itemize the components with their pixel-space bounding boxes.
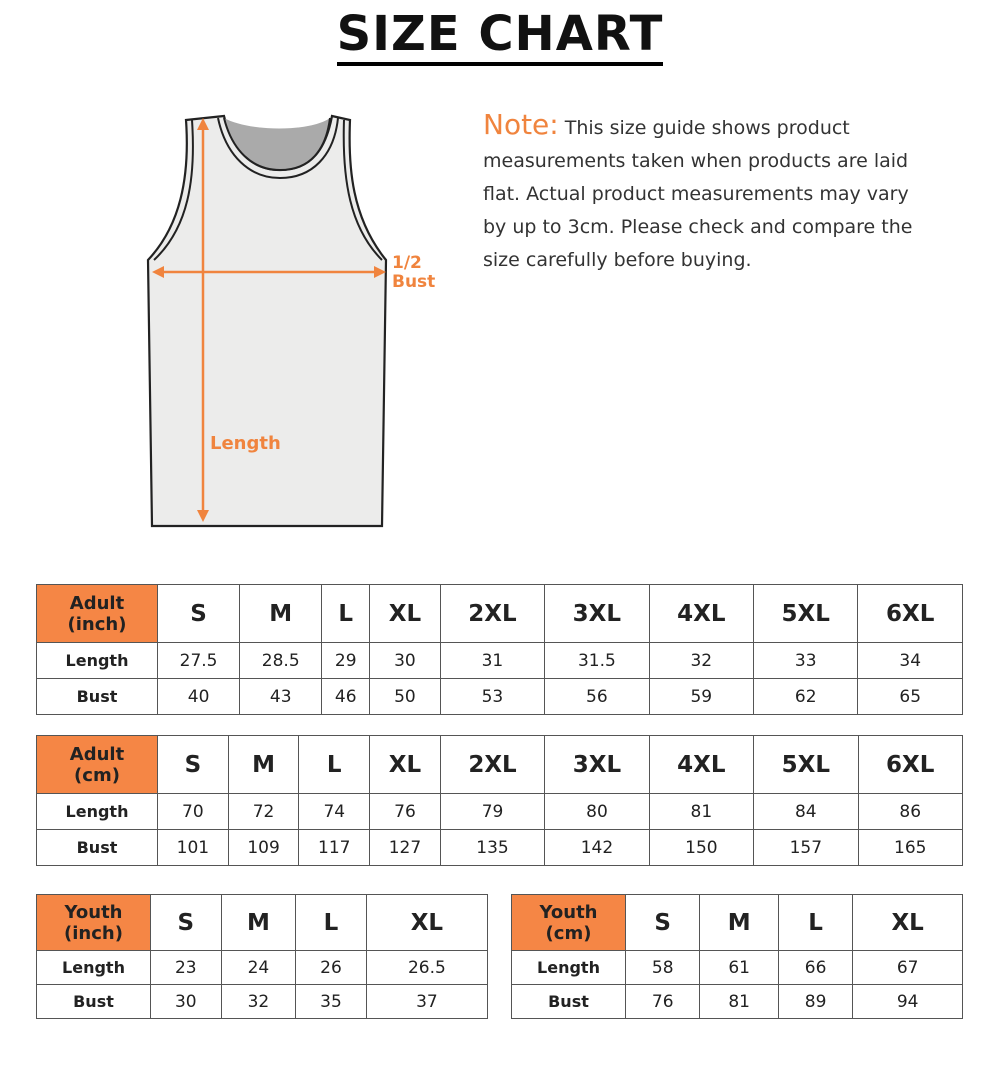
row-label: Bust <box>512 985 626 1019</box>
table-head-label: Youth (cm) <box>512 895 626 951</box>
table-cell: 37 <box>366 985 487 1019</box>
table-cell: 70 <box>158 794 229 830</box>
table-cell: 165 <box>858 830 963 866</box>
table-row <box>37 794 963 830</box>
table-cell: 31 <box>440 643 544 679</box>
tank-top-illustration <box>140 108 450 533</box>
size-l: L <box>778 895 852 951</box>
youth-cm-table <box>511 894 963 1019</box>
table-cell: 135 <box>440 830 544 866</box>
table-cell: 80 <box>545 794 649 830</box>
table-cell: 109 <box>228 830 299 866</box>
row-label: Length <box>37 794 158 830</box>
row-label: Bust <box>37 679 158 715</box>
table-cell: 33 <box>754 643 858 679</box>
table-cell: 40 <box>158 679 240 715</box>
size-3xl: 3XL <box>545 585 649 643</box>
note-block <box>483 108 923 277</box>
size-m: M <box>240 585 322 643</box>
size-2xl: 2XL <box>440 736 544 794</box>
table-row <box>37 679 963 715</box>
table-cell: 127 <box>370 830 441 866</box>
table-cell: 81 <box>649 794 753 830</box>
table-cell: 150 <box>649 830 753 866</box>
row-label: Bust <box>37 985 151 1019</box>
size-5xl: 5XL <box>754 736 858 794</box>
size-6xl: 6XL <box>858 585 963 643</box>
size-xl: XL <box>366 895 487 951</box>
table-cell: 66 <box>778 951 852 985</box>
table-cell: 50 <box>370 679 441 715</box>
size-4xl: 4XL <box>649 736 753 794</box>
size-l: L <box>299 736 370 794</box>
bust-label-line1: 1/2 <box>392 253 422 273</box>
table-cell: 65 <box>858 679 963 715</box>
table-cell: 81 <box>700 985 778 1019</box>
table-cell: 72 <box>228 794 299 830</box>
table-cell: 34 <box>858 643 963 679</box>
table-cell: 142 <box>545 830 649 866</box>
table-cell: 56 <box>545 679 649 715</box>
table-row <box>37 985 488 1019</box>
size-xl: XL <box>370 585 441 643</box>
size-m: M <box>228 736 299 794</box>
table-cell: 53 <box>440 679 544 715</box>
table-cell: 29 <box>322 643 370 679</box>
size-s: S <box>158 736 229 794</box>
table-cell: 67 <box>853 951 963 985</box>
table-head-label: Youth (inch) <box>37 895 151 951</box>
size-xl: XL <box>370 736 441 794</box>
table-cell: 117 <box>299 830 370 866</box>
size-m: M <box>700 895 778 951</box>
size-xl: XL <box>853 895 963 951</box>
table-row <box>512 951 963 985</box>
table-cell: 26.5 <box>366 951 487 985</box>
row-label: Length <box>37 643 158 679</box>
table-cell: 23 <box>151 951 222 985</box>
table-row <box>37 643 963 679</box>
table-cell: 89 <box>778 985 852 1019</box>
table-cell: 32 <box>221 985 296 1019</box>
table-cell: 46 <box>322 679 370 715</box>
table-cell: 43 <box>240 679 322 715</box>
table-head-label: Adult (inch) <box>37 585 158 643</box>
note-text: This size guide shows product measurements taken when products are laid flat. Actual product measurements may vary by up to 3cm. Please check and compare the size carefully before buying. <box>483 117 913 271</box>
size-l: L <box>322 585 370 643</box>
table-cell: 101 <box>158 830 229 866</box>
table-cell: 26 <box>296 951 367 985</box>
table-cell: 61 <box>700 951 778 985</box>
adult-inch-table <box>36 584 963 715</box>
table-cell: 30 <box>151 985 222 1019</box>
size-5xl: 5XL <box>754 585 858 643</box>
table-cell: 94 <box>853 985 963 1019</box>
size-s: S <box>151 895 222 951</box>
size-6xl: 6XL <box>858 736 963 794</box>
table-row <box>37 830 963 866</box>
table-cell: 58 <box>626 951 700 985</box>
size-s: S <box>626 895 700 951</box>
table-cell: 62 <box>754 679 858 715</box>
table-cell: 76 <box>370 794 441 830</box>
bust-label-line2: Bust <box>392 272 436 292</box>
page-title <box>0 6 1000 66</box>
table-cell: 32 <box>649 643 753 679</box>
table-cell: 79 <box>440 794 544 830</box>
size-2xl: 2XL <box>440 585 544 643</box>
adult-cm-table <box>36 735 963 866</box>
table-cell: 157 <box>754 830 858 866</box>
row-label: Length <box>37 951 151 985</box>
size-s: S <box>158 585 240 643</box>
tank-top-diagram <box>140 108 450 533</box>
size-4xl: 4XL <box>649 585 753 643</box>
size-header-row <box>37 895 488 951</box>
length-label: Length <box>210 433 281 454</box>
page-title-text: SIZE CHART <box>337 7 664 66</box>
note-title: Note: <box>483 108 559 141</box>
size-m: M <box>221 895 296 951</box>
size-l: L <box>296 895 367 951</box>
size-header-row <box>37 736 963 794</box>
row-label: Bust <box>37 830 158 866</box>
size-3xl: 3XL <box>545 736 649 794</box>
table-head-label: Adult (cm) <box>37 736 158 794</box>
row-label: Length <box>512 951 626 985</box>
table-cell: 30 <box>370 643 441 679</box>
table-cell: 28.5 <box>240 643 322 679</box>
table-cell: 35 <box>296 985 367 1019</box>
table-cell: 27.5 <box>158 643 240 679</box>
table-cell: 76 <box>626 985 700 1019</box>
size-header-row <box>37 585 963 643</box>
table-cell: 86 <box>858 794 963 830</box>
size-header-row <box>512 895 963 951</box>
table-row <box>512 985 963 1019</box>
youth-inch-table <box>36 894 488 1019</box>
table-cell: 59 <box>649 679 753 715</box>
table-cell: 24 <box>221 951 296 985</box>
table-row <box>37 951 488 985</box>
table-cell: 84 <box>754 794 858 830</box>
table-cell: 74 <box>299 794 370 830</box>
table-cell: 31.5 <box>545 643 649 679</box>
